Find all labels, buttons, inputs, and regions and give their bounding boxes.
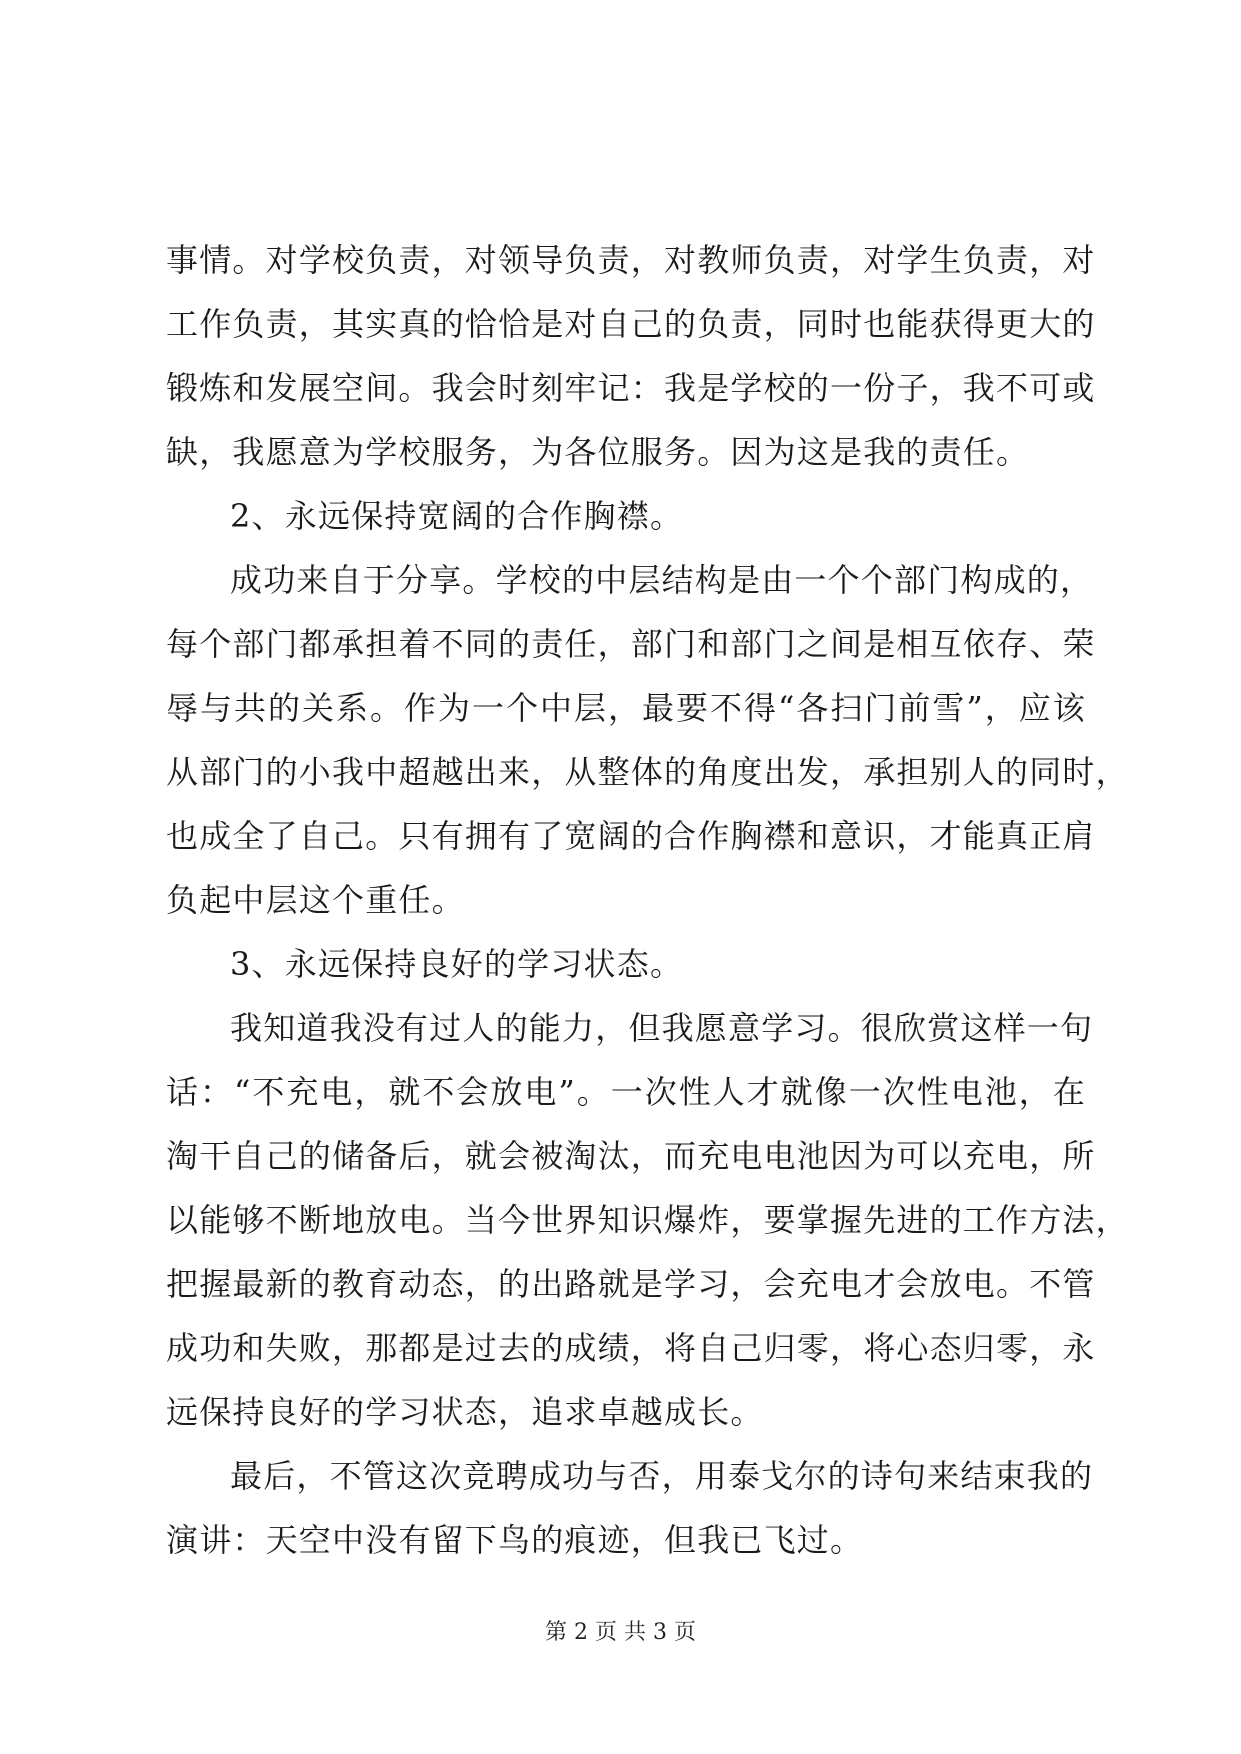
- text-line: 成功来自于分享。学校的中层结构是由一个个部门构成的，: [230, 561, 1094, 599]
- text-line: 成功和失败，那都是过去的成绩，将自己归零，将心态归零，永: [166, 1329, 1096, 1367]
- text-line: 以能够不断地放电。当今世界知识爆炸，要掌握先进的工作方法，: [166, 1201, 1129, 1239]
- text-line: 缺，我愿意为学校服务，为各位服务。因为这是我的责任。: [166, 433, 1030, 471]
- page-number-label: 第 2 页 共 3 页: [545, 1620, 696, 1645]
- text-line: 我知道我没有过人的能力，但我愿意学习。很欣赏这样一句: [230, 1009, 1094, 1047]
- text-line: 锻炼和发展空间。我会时刻牢记：我是学校的一份子，我不可或: [166, 369, 1096, 407]
- text-line: 演讲：天空中没有留下鸟的痕迹，但我已飞过。: [166, 1521, 864, 1559]
- text-line: 远保持良好的学习状态，追求卓越成长。: [166, 1393, 764, 1431]
- text-line: 淘干自己的储备后，就会被淘汰，而充电电池因为可以充电，所: [166, 1137, 1096, 1175]
- text-line: 从部门的小我中超越出来，从整体的角度出发，承担别人的同时，: [166, 753, 1129, 791]
- text-line: 工作负责，其实真的恰恰是对自己的负责，同时也能获得更大的: [166, 305, 1096, 343]
- text-line: 3、永远保持良好的学习状态。: [230, 945, 684, 983]
- text-line: 最后，不管这次竞聘成功与否，用泰戈尔的诗句来结束我的: [230, 1457, 1094, 1495]
- page-footer: [0, 1618, 1241, 1648]
- text-line: 2、永远保持宽阔的合作胸襟。: [230, 497, 684, 535]
- text-line: 事情。对学校负责，对领导负责，对教师负责，对学生负责，对: [166, 241, 1096, 279]
- text-line: 辱与共的关系。作为一个中层，最要不得“各扫门前雪”，应该: [166, 689, 1086, 727]
- document-body: [166, 228, 1129, 1572]
- text-line: 也成全了自己。只有拥有了宽阔的合作胸襟和意识，才能真正肩: [166, 817, 1096, 855]
- text-line: 把握最新的教育动态，的出路就是学习，会充电才会放电。不管: [166, 1265, 1096, 1303]
- text-line: 每个部门都承担着不同的责任，部门和部门之间是相互依存、荣: [166, 625, 1096, 663]
- text-line: 话：“不充电，就不会放电”。一次性人才就像一次性电池，在: [166, 1073, 1086, 1111]
- text-line: 负起中层这个重任。: [166, 881, 465, 919]
